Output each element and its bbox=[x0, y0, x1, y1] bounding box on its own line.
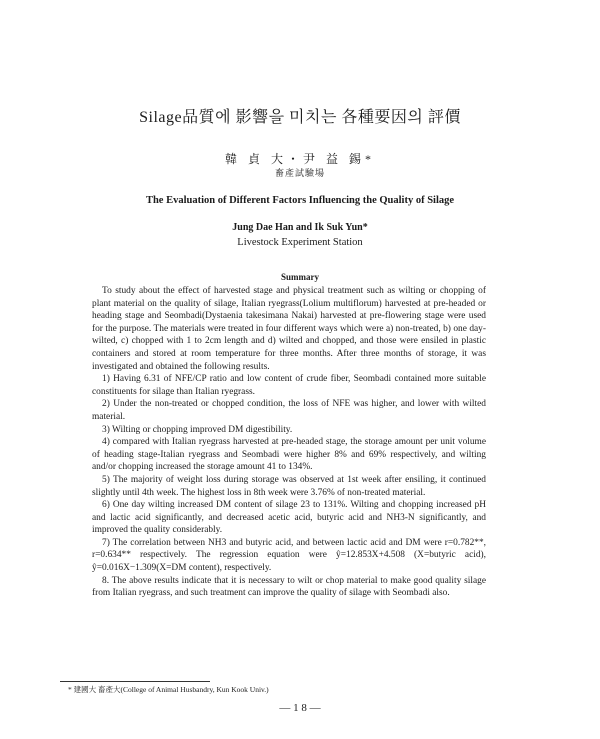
summary-paragraph-2: 2) Under the non-treated or chopped condition, the loss of NFE was higher, and lower with wilted material. bbox=[92, 399, 486, 422]
footnote-divider bbox=[60, 681, 210, 682]
korean-institution: 畜產試驗場 bbox=[274, 168, 325, 178]
summary-paragraph-3: 3) Wilting or chopping improved DM digestibility. bbox=[102, 424, 293, 435]
summary-paragraph-1: 1) Having 6.31 of NFE/CP ratio and low content of crude fiber, Seombadi contained more suitable constituents for silage than Italian ryegrass. bbox=[92, 374, 486, 397]
summary-paragraph-6: 6) One day wilting increased DM content of silage 23 to 131%. Wilting and chopping increased pH and lactic acid significantly, and decreased acetic acid, butyric acid and NH3-N significantly, and improved the quality considerably. bbox=[92, 500, 486, 536]
english-authors: Jung Dae Han and Ik Suk Yun* bbox=[232, 222, 368, 233]
english-title: The Evaluation of Different Factors Influencing the Quality of Silage bbox=[145, 195, 455, 206]
summary-paragraph-7: 7) The correlation between NH3 and butyric acid, and between lactic acid and DM were r=0.782**, r=0.634** respectively. The regression equation were ŷ=12.853X+4.508 (X=butyric acid), ŷ=0.016X−1.309(X=DM content), respectively. bbox=[92, 537, 486, 574]
korean-title: Silage品質에 影響을 미치는 各種要因의 評價 bbox=[139, 109, 461, 126]
summary-paragraph-8: 8. The above results indicate that it is necessary to wilt or chop material to make good quality silage from Italian ryegrass, and such treatment can improve the quality of silage with Seombadi also. bbox=[92, 575, 486, 599]
summary-paragraph-intro: To study about the effect of harvested stage and physical treatment such as wilting or chopping of plant material on the quality of silage, Italian ryegrass(Lolium multiflorum) harvested at pre-headed or heading stage and Seombadi(Dystaenia takesimana Nakai) harvested at pre-flowering stage were used for the purpose. The materials were treated in four different ways which were a) non-treated, b) one day-wilted, c) chopped with 1 to 2cm length and d) wilted and chopped, and those were ensiled in plastic containers and stored at room temperature for three months. After three months of storage, it was investigated and obtained the following results. bbox=[92, 286, 486, 372]
footnote: * 建國大 畜產大(College of Animal Husbandry, Kun Kook Univ.) bbox=[68, 685, 269, 694]
page-number: — 1 8 — bbox=[279, 702, 321, 714]
summary-heading: Summary bbox=[281, 272, 319, 282]
summary-body bbox=[92, 285, 486, 600]
korean-authors: 韓 貞 大・尹 益 錫* bbox=[224, 152, 375, 166]
english-institution: Livestock Experiment Station bbox=[237, 237, 363, 248]
summary-paragraph-4: 4) compared with Italian ryegrass harvested at pre-headed stage, the storage amount per unit volume of heading stage-Italian ryegrass and Seombadi were higher 8% and 69% respectively, and wilting and/or chopping increased the storage amount 41 to 134%. bbox=[92, 437, 486, 473]
summary-paragraph-5: 5) The majority of weight loss during storage was observed at 1st week after ensiling, it continued slightly until 4th week. The highest loss in 8th week were 3.76% of non-treated material. bbox=[92, 474, 486, 498]
